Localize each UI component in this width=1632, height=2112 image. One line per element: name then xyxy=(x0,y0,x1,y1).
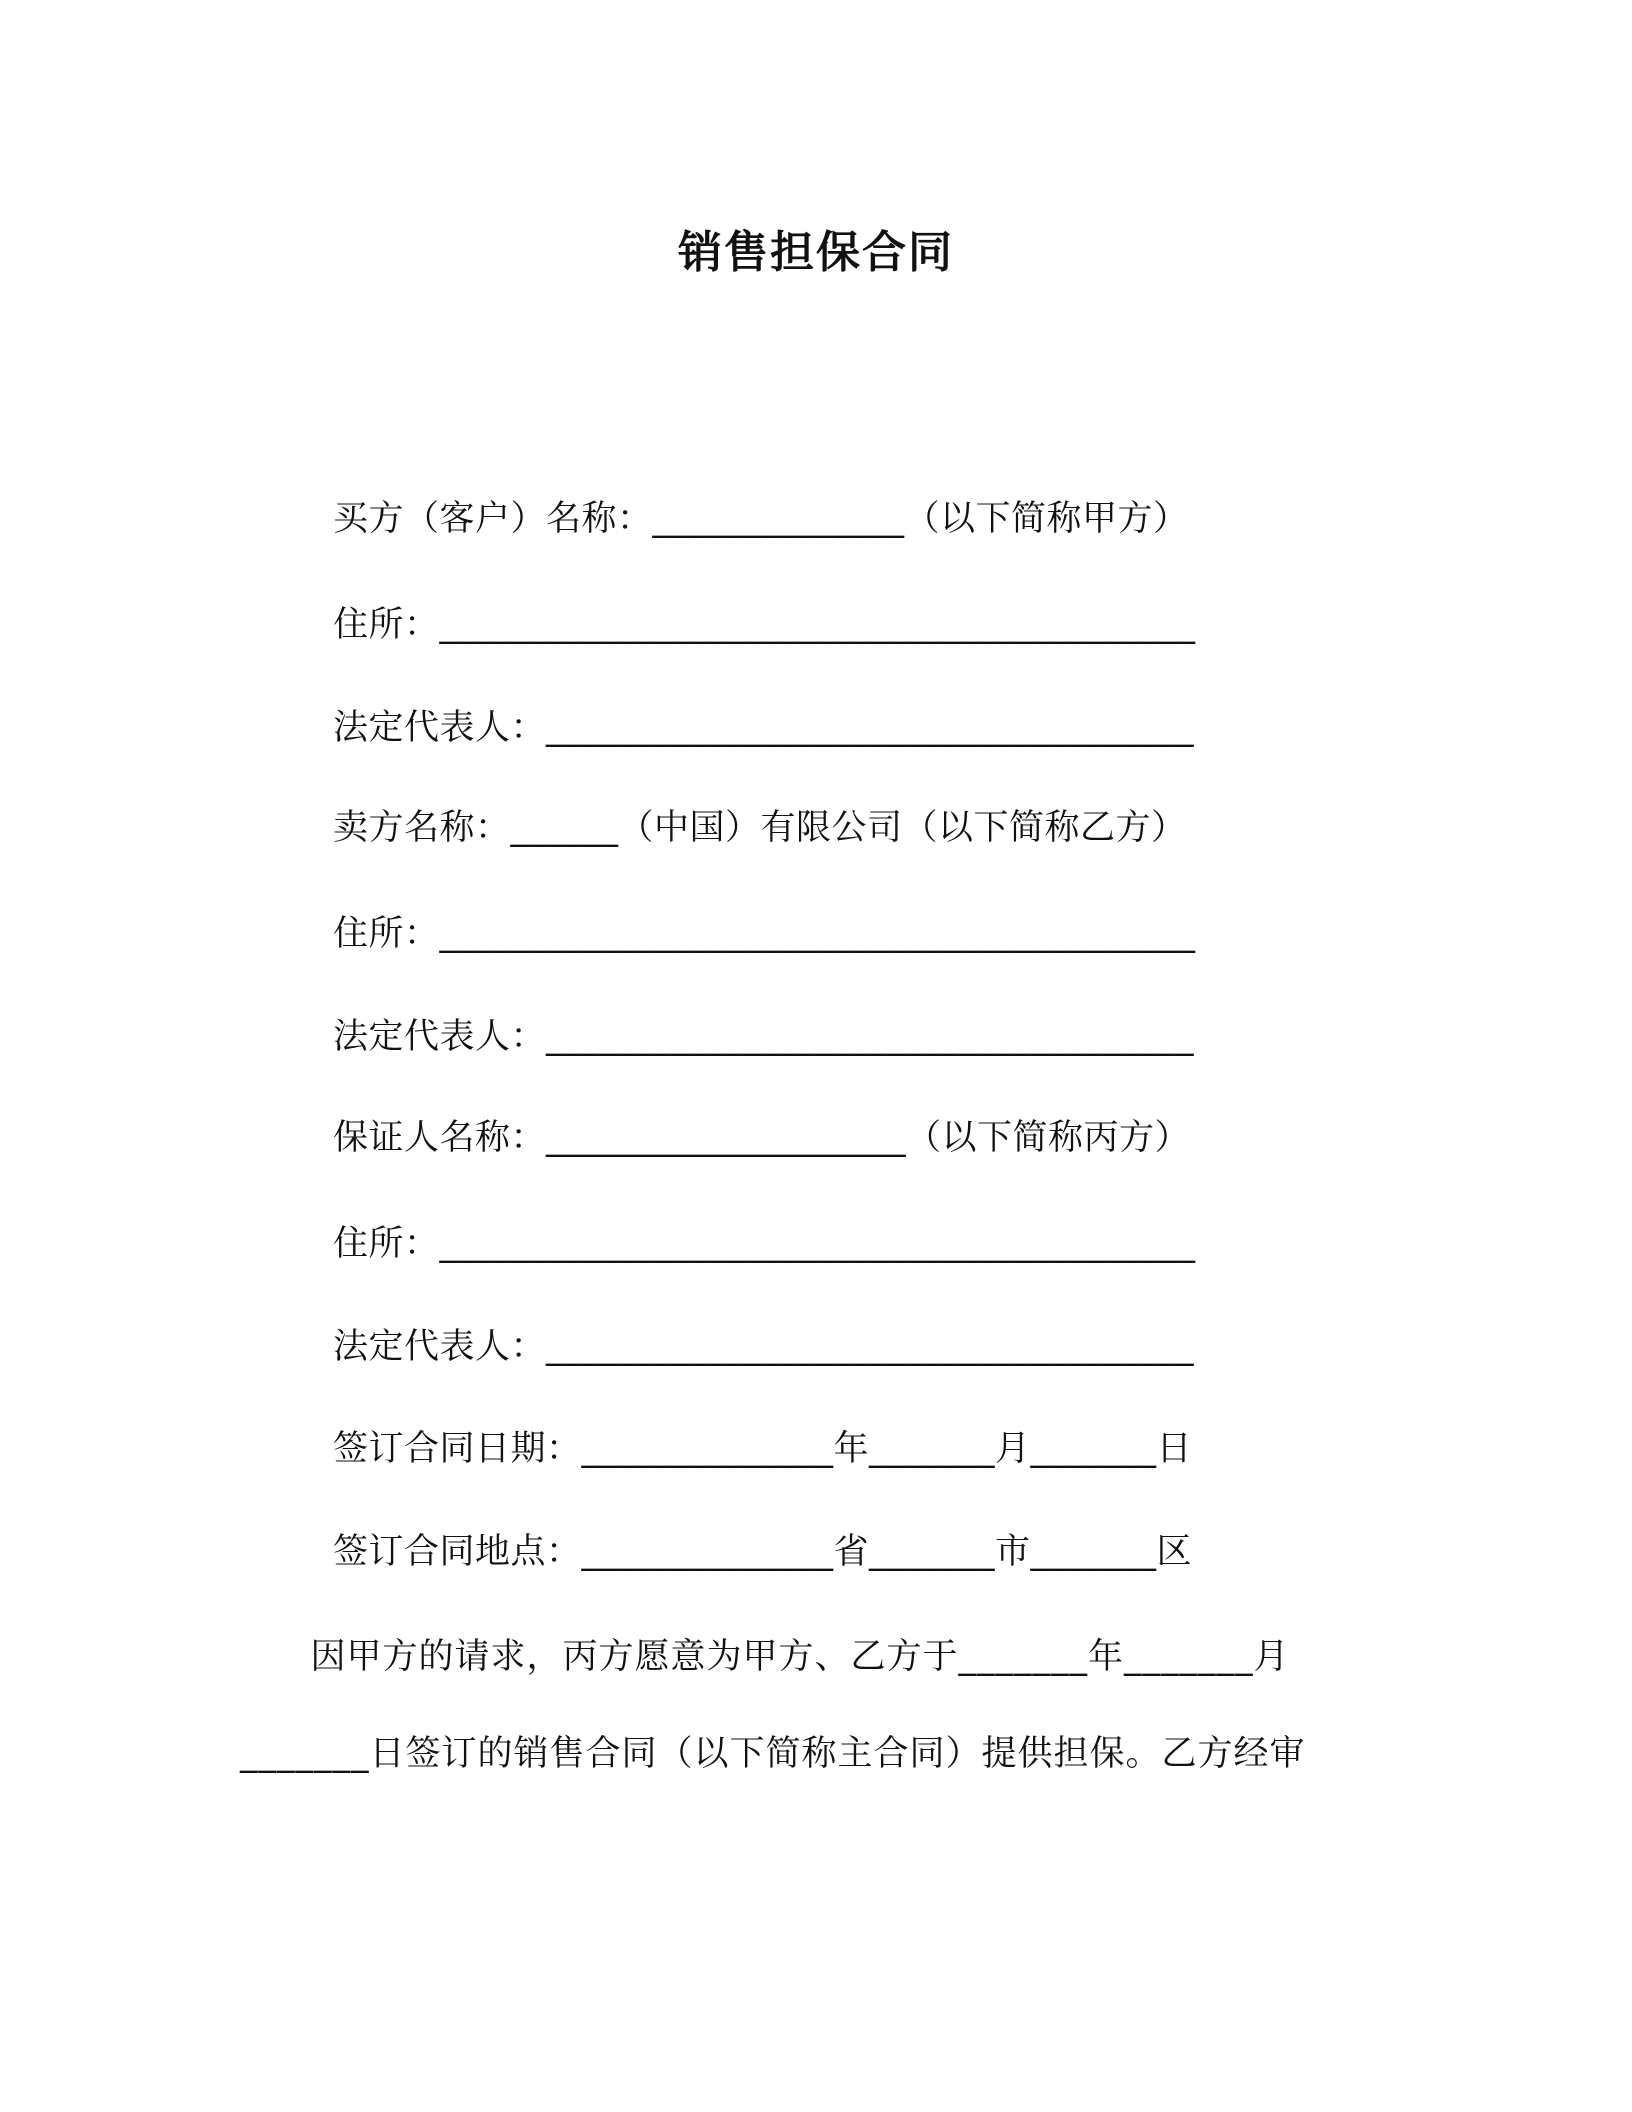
body-paragraph-line-2: _______日签订的销售合同（以下简称主合同）提供担保。乙方经审 xyxy=(240,1734,1306,1774)
seller-representative-field: 法定代表人：____________________________________ xyxy=(333,1017,1195,1057)
body-paragraph-line-1: 因甲方的请求，丙方愿意为甲方、乙方于_______年_______月 xyxy=(262,1637,1290,1677)
signing-date-field: 签订合同日期：______________年_______月_______日 xyxy=(333,1429,1193,1469)
guarantor-address-field: 住所：__________________________________________ xyxy=(333,1224,1196,1264)
document-title: 销售担保合同 xyxy=(678,227,954,278)
signing-place-field: 签订合同地点：______________省_______市_______区 xyxy=(333,1532,1193,1572)
buyer-name-field: 买方（客户）名称：______________（以下简称甲方） xyxy=(333,499,1189,539)
seller-name-field: 卖方名称：______（中国）有限公司（以下简称乙方） xyxy=(333,808,1187,848)
seller-address-field: 住所：__________________________________________ xyxy=(333,914,1196,954)
buyer-representative-field: 法定代表人：____________________________________ xyxy=(333,708,1195,748)
guarantor-name-field: 保证人名称：____________________（以下简称丙方） xyxy=(333,1118,1191,1158)
guarantor-representative-field: 法定代表人：____________________________________ xyxy=(333,1327,1195,1367)
buyer-address-field: 住所：__________________________________________ xyxy=(333,605,1196,645)
